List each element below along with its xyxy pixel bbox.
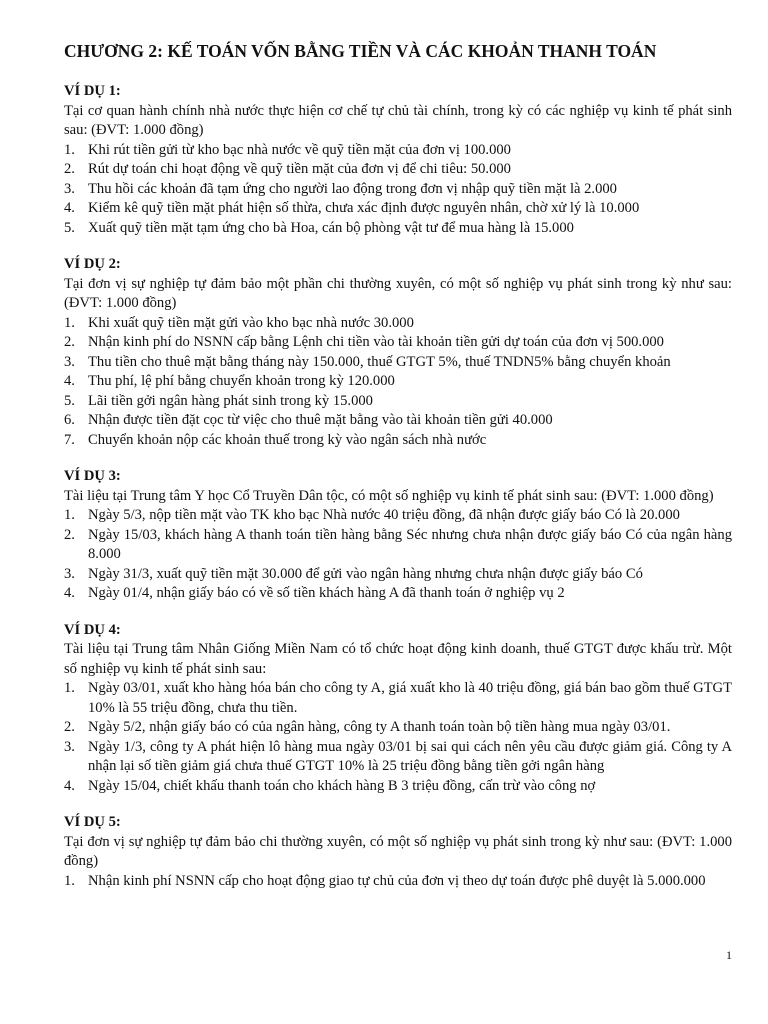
list-item [64,353,732,373]
list-item [64,738,732,777]
item-text: Ngày 15/03, khách hàng A thanh toán tiền hàng bằng Séc nhưng chưa nhận được giấy báo Có của ngân hàng 8.000 [88,526,732,562]
list-item [64,199,732,219]
item-text: Ngày 5/2, nhận giấy báo có của ngân hàng, công ty A thanh toán toàn bộ tiền hàng mua ngày 03/01. [88,719,671,735]
example-heading: VÍ DỤ 1: [64,83,121,99]
item-text: Lãi tiền gởi ngân hàng phát sinh trong kỳ 15.000 [88,392,373,409]
list-item [64,141,732,161]
item-number: 1. [64,141,75,158]
list-item [64,372,732,392]
list-item [64,565,732,585]
example-items [64,314,732,451]
list-item [64,333,732,353]
item-text: Ngày 1/3, công ty A phát hiện lô hàng mua ngày 03/01 bị sai qui cách nên yêu cầu được giảm giá. Công ty A nhận lại số tiền giảm giá chưa thuế GTGT 10% là 25 triệu đồng bằng tiền gởi ngân hàng [88,738,732,774]
list-item [64,392,732,412]
list-item [64,718,732,738]
item-number: 2. [64,526,75,543]
item-number: 4. [64,200,75,216]
item-number: 4. [64,777,75,794]
example-items [64,141,732,239]
example-heading: VÍ DỤ 3: [64,468,121,484]
example-heading: VÍ DỤ 4: [64,621,121,638]
example-intro: Tài liệu tại Trung tâm Y học Cổ Truyền Dân tộc, có một số nghiệp vụ kinh tế phát sinh sau: (ĐVT: 1.000 đồng) [64,487,714,504]
item-text: Ngày 03/01, xuất kho hàng hóa bán cho công ty A, giá xuất kho là 40 triệu đồng, giá bán bao gồm thuế GTGT 10% là 55 triệu đồng, chưa thu tiền. [88,680,732,716]
item-number: 5. [64,219,75,236]
item-number: 3. [64,738,75,755]
item-number: 3. [64,180,75,197]
example-intro: Tại đơn vị sự nghiệp tự đảm bảo chi thường xuyên, có một số nghiệp vụ phát sinh trong kỳ như sau: (ĐVT: 1.000 đồng) [64,833,732,869]
list-item [64,526,732,565]
item-number: 5. [64,392,75,409]
example-4 [64,621,732,797]
example-2 [64,255,732,450]
item-number: 3. [64,353,75,370]
item-number: 4. [64,373,75,389]
list-item [64,584,732,604]
list-item [64,506,732,526]
item-text: Nhận được tiền đặt cọc từ việc cho thuê mặt bằng vào tài khoản tiền gửi 40.000 [88,412,553,428]
list-item [64,431,732,451]
item-number: 7. [64,431,75,448]
example-items [64,506,732,604]
item-text: Nhận kinh phí do NSNN cấp bằng Lệnh chi tiền vào tài khoản tiền gửi dự toán của đơn vị 500.000 [88,334,664,350]
item-text: Rút dự toán chi hoạt động về quỹ tiền mặt của đơn vị để chi tiêu: 50.000 [88,161,511,177]
example-items [64,679,732,796]
item-text: Ngày 31/3, xuất quỹ tiền mặt 30.000 để gửi vào ngân hàng nhưng chưa nhận được giấy báo Có [88,565,643,582]
item-number: 2. [64,334,75,350]
example-heading: VÍ DỤ 2: [64,256,121,272]
item-number: 4. [64,585,75,601]
list-item [64,160,732,180]
item-text: Xuất quỹ tiền mặt tạm ứng cho bà Hoa, cán bộ phòng vật tư để mua hàng là 15.000 [88,219,574,236]
page-number: 1 [726,948,732,962]
item-number: 2. [64,719,75,735]
item-number: 6. [64,412,75,428]
list-item [64,219,732,239]
example-items [64,872,732,892]
list-item [64,777,732,797]
item-text: Thu tiền cho thuê mặt bằng tháng này 150.000, thuế GTGT 5%, thuế TNDN5% bằng chuyển khoản [88,353,671,370]
item-text: Thu phí, lệ phí bằng chuyển khoản trong kỳ 120.000 [88,373,395,389]
item-text: Ngày 01/4, nhận giấy báo có về số tiền khách hàng A đã thanh toán ở nghiệp vụ 2 [88,585,565,601]
item-number: 1. [64,872,75,889]
example-1 [64,82,732,238]
item-text: Nhận kinh phí NSNN cấp cho hoạt động giao tự chủ của đơn vị theo dự toán được phê duyệt là 5.000.000 [88,872,706,889]
item-text: Khi rút tiền gửi từ kho bạc nhà nước về quỹ tiền mặt của đơn vị 100.000 [88,141,511,158]
document-page [64,40,732,908]
example-intro: Tại cơ quan hành chính nhà nước thực hiện cơ chế tự chủ tài chính, trong kỳ có các nghiệp vụ kinh tế phát sinh sau: (ĐVT: 1.000 đồng) [64,102,732,138]
example-5 [64,813,732,891]
item-text: Ngày 15/04, chiết khấu thanh toán cho khách hàng B 3 triệu đồng, cấn trừ vào công nợ [88,777,596,794]
example-intro: Tại đơn vị sự nghiệp tự đảm bảo một phần chi thường xuyên, có một số nghiệp vụ phát sinh trong kỳ như sau: (ĐVT: 1.000 đồng) [64,275,732,311]
chapter-title: CHƯƠNG 2: KẾ TOÁN VỐN BẰNG TIỀN VÀ CÁC KHOẢN THANH TOÁN [64,41,657,61]
example-heading: VÍ DỤ 5: [64,814,121,830]
list-item [64,180,732,200]
item-text: Ngày 5/3, nộp tiền mặt vào TK kho bạc Nhà nước 40 triệu đồng, đã nhận được giấy báo Có là 20.000 [88,507,680,523]
list-item [64,314,732,334]
item-number: 1. [64,314,75,331]
list-item [64,679,732,718]
example-3 [64,467,732,604]
item-text: Kiểm kê quỹ tiền mặt phát hiện số thừa, chưa xác định được nguyên nhân, chờ xử lý là 10.000 [88,200,640,216]
item-text: Khi xuất quỹ tiền mặt gửi vào kho bạc nhà nước 30.000 [88,314,414,331]
item-number: 1. [64,507,75,523]
item-number: 1. [64,680,75,696]
item-text: Chuyển khoản nộp các khoản thuế trong kỳ vào ngân sách nhà nước [88,431,487,448]
example-intro: Tài liệu tại Trung tâm Nhân Giống Miền Nam có tổ chức hoạt động kinh doanh, thuế GTGT được khấu trừ. Một số nghiệp vụ kinh tế phát sinh sau: [64,641,732,677]
list-item [64,872,732,892]
item-number: 3. [64,565,75,582]
item-text: Thu hồi các khoản đã tạm ứng cho người lao động trong đơn vị nhập quỹ tiền mặt là 2.000 [88,180,617,197]
list-item [64,411,732,431]
item-number: 2. [64,161,75,177]
